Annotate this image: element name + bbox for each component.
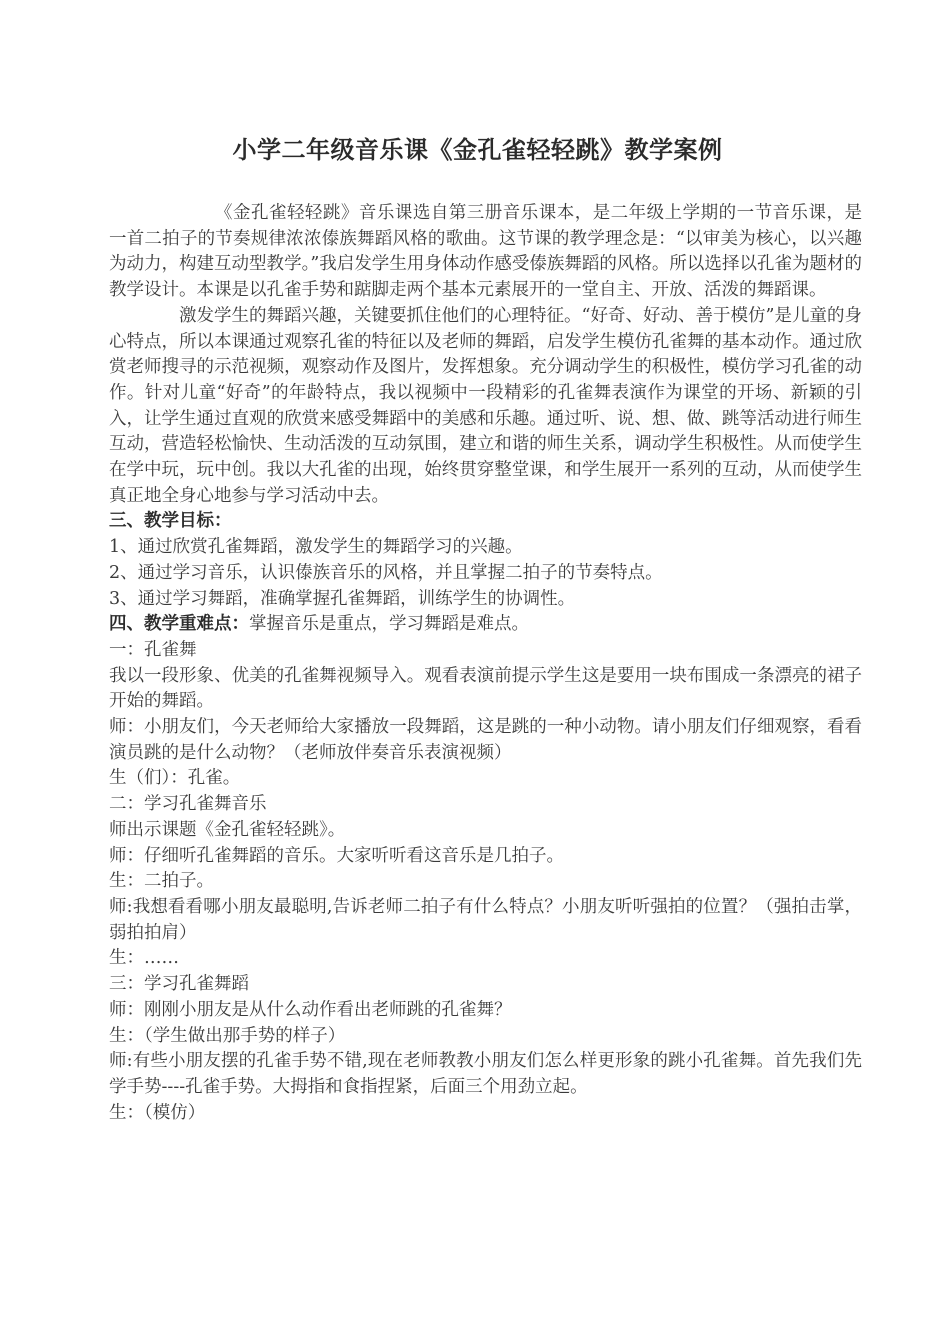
section-3-paragraph-4: 生：（模仿） bbox=[109, 1102, 206, 1123]
section-2-paragraph-5: 生：…… bbox=[109, 948, 179, 969]
section-1-paragraph-3: 生（们）：孔雀。 bbox=[109, 768, 241, 789]
section-3-paragraph-3: 师:有些小朋友摆的孔雀手势不错,现在老师教教小朋友们怎么样更形象的跳小孔雀舞。首先我们先学手势----孔雀手势。大拇指和食指捏紧，后面三个用劲立起。 bbox=[109, 1051, 862, 1097]
goals-heading: 三、教学目标： bbox=[109, 511, 232, 532]
goal-item-1: 1、通过欣赏孔雀舞蹈，激发学生的舞蹈学习的兴趣。 bbox=[109, 537, 523, 558]
section-2-paragraph-4: 师:我想看看哪小朋友最聪明,告诉老师二拍子有什么特点？小朋友听听强拍的位置？（强拍击掌，弱拍拍肩） bbox=[109, 896, 862, 943]
key-points-heading: 四、教学重难点： bbox=[109, 614, 249, 635]
section-3-heading: 三：学习孔雀舞蹈 bbox=[109, 974, 249, 995]
section-1-paragraph-2: 师：小朋友们，今天老师给大家播放一段舞蹈，这是跳的一种小动物。请小朋友们仔细观察，看看演员跳的是什么动物？（老师放伴奏音乐表演视频） bbox=[109, 717, 862, 763]
section-1-heading: 一：孔雀舞 bbox=[109, 639, 197, 660]
goal-item-3: 3、通过学习舞蹈，准确掌握孔雀舞蹈，训练学生的协调性。 bbox=[109, 588, 576, 609]
section-1-paragraph-1: 我以一段形象、优美的孔雀舞视频导入。观看表演前提示学生这是要用一块布围成一条漂亮的裙子开始的舞蹈。 bbox=[109, 665, 862, 712]
section-2-paragraph-3: 生：二拍子。 bbox=[109, 871, 214, 892]
section-3-paragraph-1: 师：刚刚小朋友是从什么动作看出老师跳的孔雀舞？ bbox=[109, 999, 512, 1020]
section-2-paragraph-1: 师出示课题《金孔雀轻轻跳》。 bbox=[109, 819, 346, 840]
key-points-line bbox=[109, 612, 862, 638]
section-2-paragraph-2: 师：仔细听孔雀舞蹈的音乐。大家听听看这音乐是几拍子。 bbox=[109, 845, 564, 866]
goal-item-2: 2、通过学习音乐，认识傣族音乐的风格，并且掌握二拍子的节奏特点。 bbox=[109, 562, 663, 583]
section-2-heading: 二：学习孔雀舞音乐 bbox=[109, 794, 267, 815]
document-body bbox=[109, 201, 862, 1126]
section-3-paragraph-2: 生：（学生做出那手势的样子） bbox=[109, 1025, 346, 1046]
key-points-text: 掌握音乐是重点，学习舞蹈是难点。 bbox=[249, 614, 529, 635]
document-title: 小学二年级音乐课《金孔雀轻轻跳》教学案例 bbox=[232, 135, 723, 164]
intro-paragraph: 《金孔雀轻轻跳》音乐课选自第三册音乐课本，是二年级上学期的一节音乐课，是一首二拍子的节奏规律浓浓傣族舞蹈风格的歌曲。这节课的教学理念是：“以审美为核心，以兴趣为动力，构建互动型教学。”我启发学生用身体动作感受傣族舞蹈的风格。所以选择以孔雀为题材的教学设计。本课是以孔雀手势和踮脚走两个基本元素展开的一堂自主、开放、活泼的舞蹈课。 bbox=[109, 203, 862, 301]
second-paragraph: 激发学生的舞蹈兴趣，关键要抓住他们的心理特征。“好奇、好动、善于模仿”是儿童的身心特点，所以本课通过观察孔雀的特征以及老师的舞蹈，启发学生模仿孔雀舞的基本动作。通过欣赏老师搜寻的示范视频，观察动作及图片，发挥想象。充分调动学生的积极性，模仿学习孔雀的动作。针对儿童“好奇”的年龄特点，我以视频中一段精彩的孔雀舞表演作为课堂的开场、新颖的引入，让学生通过直观的欣赏来感受舞蹈中的美感和乐趣。通过听、说、想、做、跳等活动进行师生互动，营造轻松愉快、生动活泼的互动氛围，建立和谐的师生关系，调动学生积极性。从而使学生在学中玩，玩中创。我以大孔雀的出现，始终贯穿整堂课，和学生展开一系列的互动，从而使学生真正地全身心地参与学习活动中去。 bbox=[109, 305, 862, 506]
